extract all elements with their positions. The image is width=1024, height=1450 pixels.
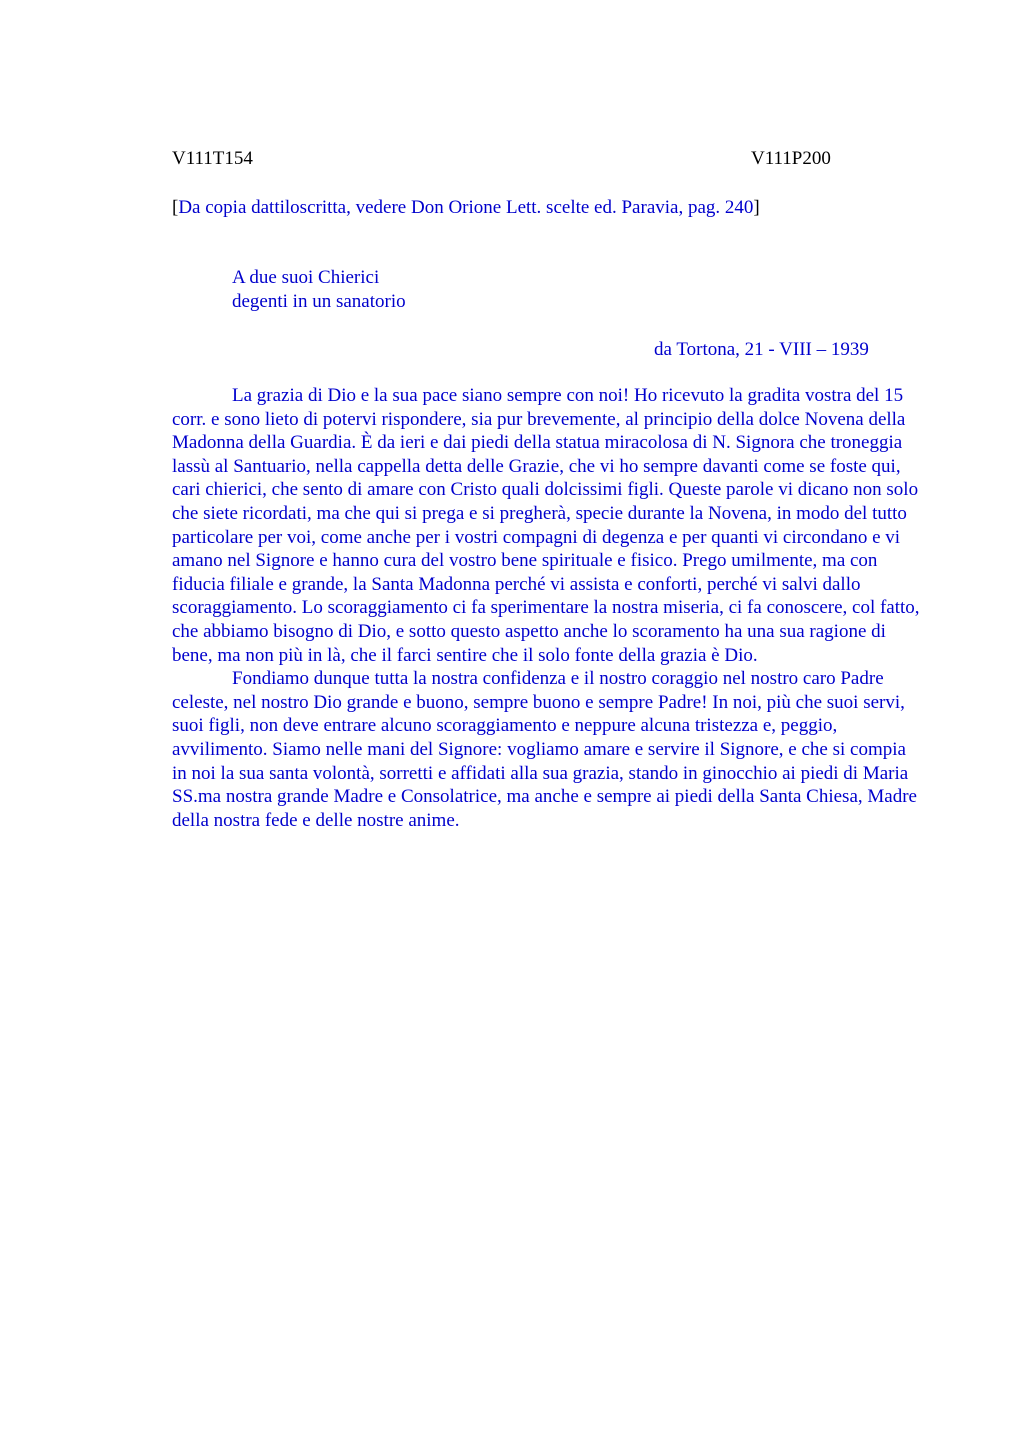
letter-body: [172, 384, 924, 832]
addressee-line-2: degenti in un sanatorio: [232, 290, 406, 312]
letter-paragraph-1: La grazia di Dio e la sua pace siano sempre con noi! Ho ricevuto la gradita vostra del 15 corr. e sono lieto di potervi rispondere, sia pur brevemente, al principio della dolce Novena della Madonna della Guardia. È da ieri e dai piedi della statua miracolosa di N. Signora che troneggia lassù al Santuario, nella cappella detta delle Grazie, che vi ho sempre davanti come se foste qui, cari chierici, che sento di amare con Cristo quali dolcissimi figli. Queste parole vi dicano non solo che siete ricordati, ma che qui si prega e si pregherà, specie durante la Novena, in modo del tutto particolare per voi, come anche per i vostri compagni di degenza e per quanti vi circondano e vi amano nel Signore e hanno cura del vostro bene spirituale e fisico. Prego umilmente, ma con fiducia filiale e grande, la Santa Madonna perché vi assista e conforti, perché vi salvi dallo scoraggiamento. Lo scoraggiamento ci fa sperimentare la nostra miseria, ci fa conoscere, col fatto, che abbiamo bisogno di Dio, e sotto questo aspetto anche lo scoramento ha una sua ragione di bene, ma non più in là, che il farci sentire che il solo fonte della grazia è Dio.: [172, 385, 920, 666]
letter-paragraph-2: Fondiamo dunque tutta la nostra confidenza e il nostro coraggio nel nostro caro Padre celeste, nel nostro Dio grande e buono, sempre buono e sempre Padre! In noi, più che suoi servi, suoi figli, non deve entrare alcuno scoraggiamento e neppure alcuna tristezza e, peggio, avvilimento. Siamo nelle mani del Signore: vogliamo amare e servire il Signore, e che si compia in noi la sua santa volontà, sorretti e affidati alla sua grazia, stando in ginocchio ai piedi di Maria SS.ma nostra grande Madre e Consolatrice, ma anche e sempre ai piedi della Santa Chiesa, Madre della nostra fede e delle nostre anime.: [172, 668, 917, 831]
document-reference-left: V111T154: [172, 148, 253, 169]
source-note: [172, 196, 760, 220]
letter-dateline: da Tortona, 21 - VIII – 1939: [654, 339, 869, 360]
source-open-bracket: [: [172, 197, 179, 218]
document-reference-right: V111P200: [751, 148, 831, 169]
source-close-bracket: ]: [753, 197, 760, 218]
letter-addressee: [232, 266, 406, 313]
addressee-line-1: A due suoi Chierici: [232, 267, 380, 288]
source-text: Da copia dattiloscritta, vedere Don Orione Lett. scelte ed. Paravia, pag. 240: [178, 197, 754, 218]
